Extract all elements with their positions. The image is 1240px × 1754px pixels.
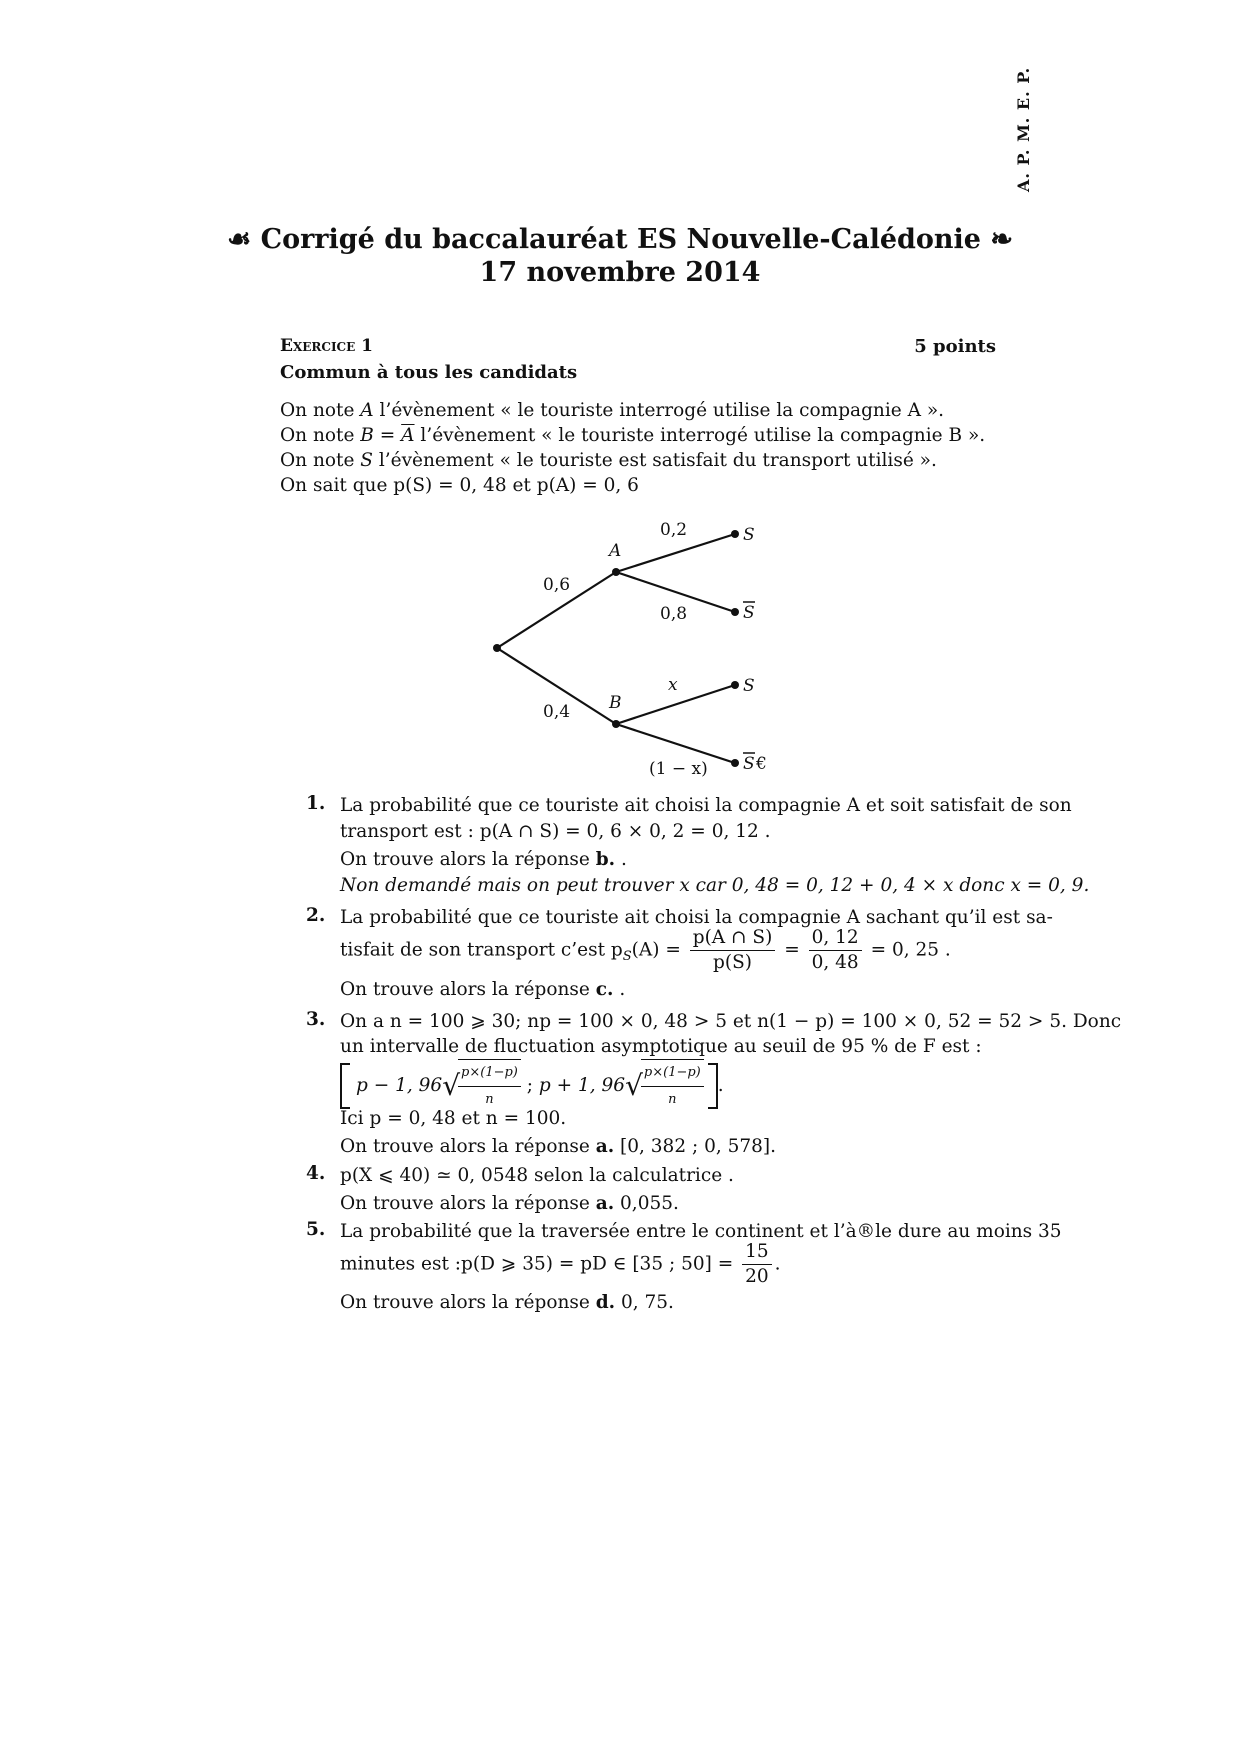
q2-line-2	[340, 926, 951, 975]
q2-number: 2.	[306, 905, 326, 926]
q5-text: minutes est :p(D ⩾ 35) = pD ∈ [35 ; 50] =	[340, 1253, 734, 1275]
answer-text: [0, 382 ; 0, 578].	[614, 1136, 777, 1157]
leaf-S-2: S	[743, 676, 755, 696]
label-B: B	[609, 693, 622, 713]
side-label: A. P. M. E. P.	[1014, 66, 1033, 192]
q3-line-4: Ici p = 0, 48 et n = 100.	[340, 1108, 567, 1129]
q2-subscript: S	[622, 949, 632, 965]
q2-fraction-1	[690, 926, 776, 975]
answer-letter: a.	[595, 1193, 615, 1214]
leaf-dot	[731, 759, 739, 767]
intro-text: On note	[280, 400, 361, 421]
q1-line-2: transport est : p(A ∩ S) = 0, 6 × 0, 2 = 0, 12 .	[340, 821, 771, 842]
answer-text: On trouve alors la réponse	[340, 1292, 596, 1313]
exercise-points: 5 points	[914, 336, 996, 357]
title-line-1: ☙ Corrigé du baccalauréat ES Nouvelle-Calédonie ❧	[226, 224, 1014, 255]
interval-separator: ;	[520, 1075, 539, 1096]
intro-text: l’évènement « le touriste interrogé utilise la compagnie A ».	[373, 400, 945, 421]
node-A	[612, 568, 620, 576]
answer-letter: d.	[595, 1292, 616, 1313]
answer-text: On trouve alors la réponse	[340, 979, 596, 1000]
prob-B: 0,4	[543, 702, 571, 722]
frac-denominator: 0, 48	[811, 952, 859, 973]
title-line-2: 17 novembre 2014	[479, 257, 761, 288]
answer-letter: a.	[595, 1136, 615, 1157]
q5-fraction	[742, 1240, 772, 1289]
q2-line-1: La probabilité que ce touriste ait choisi la compagnie A sachant qu’il est sa-	[340, 907, 1053, 928]
answer-text: On trouve alors la réponse	[340, 1193, 596, 1214]
node-root	[493, 644, 501, 652]
radical-numerator: p×(1−p)	[458, 1060, 521, 1087]
q3-line-5	[340, 1134, 776, 1160]
answer-letter: b.	[595, 849, 616, 870]
label-A: A	[609, 541, 622, 561]
tree-nodes	[493, 530, 739, 767]
q2-text: tisfait de son transport c’est p	[340, 939, 623, 961]
interval-end: .	[717, 1075, 724, 1096]
answer-letter: c.	[595, 979, 614, 1000]
leaf-dot	[731, 530, 739, 538]
q1-number: 1.	[306, 793, 326, 814]
q2-text: = 0, 25 .	[870, 939, 951, 961]
intro-text: l’évènement « le touriste est satisfait du transport utilisé ».	[372, 450, 937, 471]
q5-text: .	[774, 1253, 781, 1275]
intro-var: A	[360, 400, 374, 421]
q5-number: 5.	[306, 1219, 326, 1240]
q5-line-3	[340, 1290, 674, 1316]
intro-var: B	[360, 425, 374, 446]
bracket-right	[708, 1063, 718, 1109]
prob-Sbar-given-B: (1 − x)	[649, 759, 708, 779]
radical: √	[625, 1069, 643, 1102]
branch-B-Sbar	[616, 724, 735, 763]
q4-number: 4.	[306, 1163, 326, 1184]
q5-line-1: La probabilité que la traversée entre le continent et l’à®le dure au moins 35	[340, 1221, 1062, 1242]
answer-text: .	[613, 979, 626, 1000]
exercise-title: Exercice 1	[280, 336, 373, 356]
leaf-dot	[731, 608, 739, 616]
leaf-Sbar-2: S	[743, 754, 755, 774]
bracket-left	[340, 1063, 350, 1109]
q4-line-2	[340, 1191, 679, 1217]
answer-text: .	[615, 849, 627, 870]
q1-line-3	[340, 847, 627, 873]
intro-text: l’évènement « le touriste interrogé utilise la compagnie B ».	[414, 425, 986, 446]
q3-number: 3.	[306, 1009, 326, 1030]
node-B	[612, 720, 620, 728]
q2-line-3	[340, 977, 625, 1003]
radical-content	[641, 1059, 704, 1113]
prob-A: 0,6	[543, 575, 571, 595]
q4-line-1: p(X ⩽ 40) ≃ 0, 0548 selon la calculatrice .	[340, 1165, 734, 1186]
q3-interval	[340, 1059, 724, 1107]
radical-content	[458, 1059, 521, 1113]
leaf-S-1: S	[743, 525, 755, 545]
answer-text: 0,055.	[614, 1193, 679, 1214]
q3-line-1: On a n = 100 ⩾ 30; np = 100 × 0, 48 > 5 et n(1 − p) = 100 × 0, 52 = 52 > 5. Donc	[340, 1011, 1122, 1032]
radical-numerator: p×(1−p)	[641, 1060, 704, 1087]
interval-left: p − 1, 96	[356, 1075, 443, 1096]
q2-fraction-2	[809, 926, 862, 975]
intro-var-bar: $\overline{A}$	[401, 425, 415, 446]
prob-Sbar-given-A: 0,8	[660, 604, 688, 624]
q1-line-4: Non demandé mais on peut trouver x car 0, 48 = 0, 12 + 0, 4 × x donc x = 0, 9.	[340, 875, 1090, 896]
q2-text: (A) =	[631, 939, 681, 961]
answer-text: On trouve alors la réponse	[340, 1136, 596, 1157]
answer-text: On trouve alors la réponse	[340, 849, 596, 870]
frac-denominator: p(S)	[713, 952, 752, 973]
frac-numerator: p(A ∩ S)	[690, 926, 776, 951]
leaf-Sbar-2-suffix: €	[756, 754, 767, 774]
intro-text: =	[373, 425, 402, 446]
answer-text: 0, 75.	[615, 1292, 674, 1313]
radical: √	[442, 1069, 461, 1102]
leaf-Sbar-1: S	[743, 603, 755, 623]
prob-S-given-A: 0,2	[660, 520, 688, 540]
radical-denominator: n	[485, 1092, 494, 1107]
intro-line-4: On sait que p(S) = 0, 48 et p(A) = 0, 6	[280, 475, 639, 496]
frac-numerator: 0, 12	[809, 926, 862, 951]
prob-S-given-B: x	[668, 675, 678, 695]
q1-line-1: La probabilité que ce touriste ait choisi la compagnie A et soit satisfait de son	[340, 795, 1072, 816]
leaf-dot	[731, 681, 739, 689]
interval-right: p + 1, 96	[538, 1075, 626, 1096]
frac-denominator: 20	[745, 1266, 769, 1287]
intro-var: S	[360, 450, 373, 471]
exercise-subtitle: Commun à tous les candidats	[280, 362, 578, 383]
q5-line-2	[340, 1240, 781, 1289]
radical-denominator: n	[668, 1092, 677, 1107]
frac-numerator: 15	[742, 1240, 772, 1265]
q3-line-2: un intervalle de fluctuation asymptotique au seuil de 95 % de F est :	[340, 1036, 982, 1057]
intro-text: On note	[280, 425, 361, 446]
intro-text: On note	[280, 450, 361, 471]
q2-text: =	[784, 939, 800, 961]
